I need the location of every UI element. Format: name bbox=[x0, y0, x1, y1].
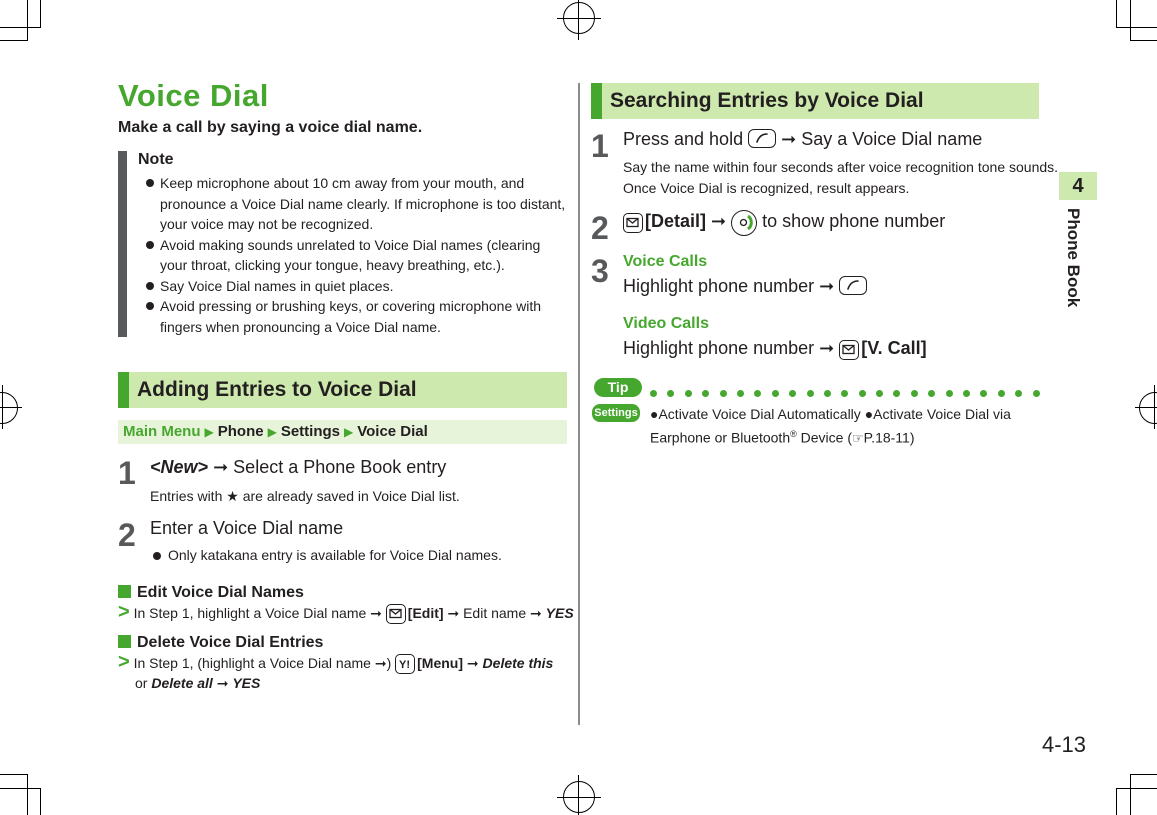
step-number: 3 bbox=[591, 253, 609, 289]
step-number: 2 bbox=[591, 210, 609, 246]
note-box bbox=[118, 151, 568, 337]
arrow-right-icon: ➞ bbox=[530, 605, 542, 621]
triangle-right-icon: ▶ bbox=[267, 425, 277, 439]
menu-path-breadcrumb bbox=[118, 420, 567, 444]
y-key-icon bbox=[395, 654, 415, 674]
step-text bbox=[623, 210, 945, 236]
arrow-right-icon: ➞ bbox=[370, 605, 382, 621]
step-number: 1 bbox=[591, 128, 609, 164]
note-item: Keep microphone about 10 cm away from your mouth, and pronounce a Voice Dial name clearly. If microphone is too distant, your voice may not be recognized. bbox=[138, 173, 568, 235]
step-instruction: Say a Voice Dial name bbox=[801, 129, 983, 149]
edit-heading bbox=[118, 584, 304, 602]
step-subtext: Entries with ★ are already saved in Voice Dial list. bbox=[150, 488, 460, 504]
registered-mark: ® bbox=[790, 429, 797, 439]
step-subtext: Once Voice Dial is recognized, result appears. bbox=[623, 180, 910, 196]
tip-item-1: Activate Voice Dial Automatically bbox=[658, 406, 861, 422]
mail-key-icon bbox=[623, 213, 643, 233]
delete-heading-text: Delete Voice Dial Entries bbox=[137, 634, 324, 651]
step-number: 1 bbox=[118, 455, 136, 491]
voice-text: Highlight phone number bbox=[623, 276, 815, 296]
video-calls-instruction bbox=[623, 338, 927, 360]
page-number: 4-13 bbox=[1042, 732, 1087, 757]
edit-key-label: [Edit] bbox=[407, 605, 444, 621]
section-heading-adding: Adding Entries to Voice Dial bbox=[118, 372, 567, 408]
delete-instruction-cont bbox=[135, 675, 260, 692]
path-settings: Settings bbox=[280, 423, 340, 440]
delete-key-label: [Menu] bbox=[417, 655, 464, 671]
step-pre-text: Press and hold bbox=[623, 129, 744, 149]
delete-paren: ) bbox=[386, 655, 392, 671]
step-instruction: to show phone number bbox=[762, 211, 946, 231]
reference-hand-icon: ☞ bbox=[851, 430, 864, 446]
note-item: Say Voice Dial names in quiet places. bbox=[138, 276, 568, 297]
path-voice-dial: Voice Dial bbox=[357, 423, 428, 440]
or-text: or bbox=[135, 675, 148, 691]
call-key-icon bbox=[839, 276, 867, 295]
tip-item-2: Activate Voice Dial via bbox=[873, 406, 1011, 422]
tip-line2: Earphone or Bluetooth bbox=[650, 429, 791, 446]
vcall-key-label: [V. Call] bbox=[861, 338, 927, 358]
arrow-right-icon: ➞ bbox=[711, 211, 727, 231]
page-title: Voice Dial bbox=[118, 78, 269, 113]
step-text bbox=[150, 457, 446, 478]
note-item: Avoid making sounds unrelated to Voice Dial names (clearing your throat, clicking your tongue, heavy breathing, etc.). bbox=[138, 235, 568, 276]
delete-pre-text: In Step 1, (highlight a Voice Dial name bbox=[133, 655, 375, 671]
page-reference: P.18-11) bbox=[863, 429, 915, 446]
edit-mid-text: Edit name bbox=[463, 605, 527, 621]
edit-pre-text: In Step 1, highlight a Voice Dial name bbox=[133, 605, 367, 621]
note-item: Avoid pressing or brushing keys, or covering microphone with fingers when pronouncing a Voice Dial name. bbox=[138, 296, 568, 337]
edit-instruction bbox=[118, 601, 574, 624]
voice-calls-label: Voice Calls bbox=[623, 253, 708, 270]
square-icon bbox=[118, 585, 131, 598]
nav-key-right-icon bbox=[731, 210, 757, 236]
arrow-right-icon: ➞ bbox=[374, 655, 387, 671]
mail-key-icon bbox=[386, 604, 406, 624]
chevron-right-icon: > bbox=[118, 651, 130, 673]
square-icon bbox=[118, 635, 131, 648]
note-list bbox=[138, 173, 568, 337]
tip-text bbox=[650, 404, 1011, 449]
step-instruction: Select a Phone Book entry bbox=[233, 457, 447, 477]
step-subtext: Say the name within four seconds after voice recognition tone sounds. bbox=[623, 159, 1059, 175]
delete-this-option: Delete this bbox=[482, 655, 554, 671]
detail-key-label: [Detail] bbox=[645, 211, 707, 231]
section-heading-searching: Searching Entries by Voice Dial bbox=[591, 83, 1039, 119]
note-heading: Note bbox=[138, 151, 174, 168]
tip-line2b: Device ( bbox=[796, 429, 852, 446]
video-calls-label: Video Calls bbox=[623, 315, 709, 332]
delete-all-option: Delete all bbox=[151, 675, 213, 691]
step-bullet: Only katakana entry is available for Voice Dial names. bbox=[150, 547, 1157, 563]
chevron-right-icon: > bbox=[118, 601, 130, 623]
video-text: Highlight phone number bbox=[623, 338, 815, 358]
yes-option: YES bbox=[545, 605, 574, 621]
step-instruction: Enter a Voice Dial name bbox=[150, 518, 344, 538]
chapter-number-tab: 4 bbox=[1059, 172, 1097, 200]
arrow-right-icon: ➞ bbox=[781, 129, 797, 149]
arrow-right-icon: ➞ bbox=[216, 675, 229, 691]
step-text bbox=[623, 129, 982, 150]
delete-instruction bbox=[118, 651, 553, 674]
page-subtitle: Make a call by saying a voice dial name. bbox=[118, 119, 423, 136]
step-number: 2 bbox=[118, 517, 136, 553]
bullet-icon: ● bbox=[650, 406, 659, 422]
voice-calls-instruction bbox=[623, 276, 867, 297]
arrow-right-icon: ➞ bbox=[466, 655, 479, 671]
triangle-right-icon: ▶ bbox=[204, 425, 214, 439]
new-option: <New> bbox=[150, 457, 209, 477]
svg-text:Y!: Y! bbox=[399, 659, 411, 671]
triangle-right-icon: ▶ bbox=[344, 425, 354, 439]
arrow-right-icon: ➞ bbox=[819, 338, 835, 358]
arrow-right-icon: ➞ bbox=[819, 276, 835, 296]
settings-badge: Settings bbox=[592, 404, 640, 422]
delete-heading bbox=[118, 634, 323, 652]
yes-option: YES bbox=[232, 675, 261, 691]
arrow-right-icon: ➞ bbox=[213, 457, 229, 477]
path-main-menu: Main Menu bbox=[123, 423, 201, 440]
path-phone: Phone bbox=[217, 423, 264, 440]
mail-key-icon bbox=[839, 340, 859, 360]
arrow-right-icon: ➞ bbox=[447, 605, 460, 621]
chapter-label: Phone Book bbox=[1064, 208, 1083, 308]
call-key-icon bbox=[748, 129, 776, 148]
bullet-icon: ● bbox=[864, 406, 874, 422]
column-divider bbox=[578, 83, 580, 725]
edit-heading-text: Edit Voice Dial Names bbox=[137, 584, 304, 601]
tip-dotted-rule bbox=[650, 384, 1050, 402]
tip-label: Tip bbox=[594, 378, 642, 397]
